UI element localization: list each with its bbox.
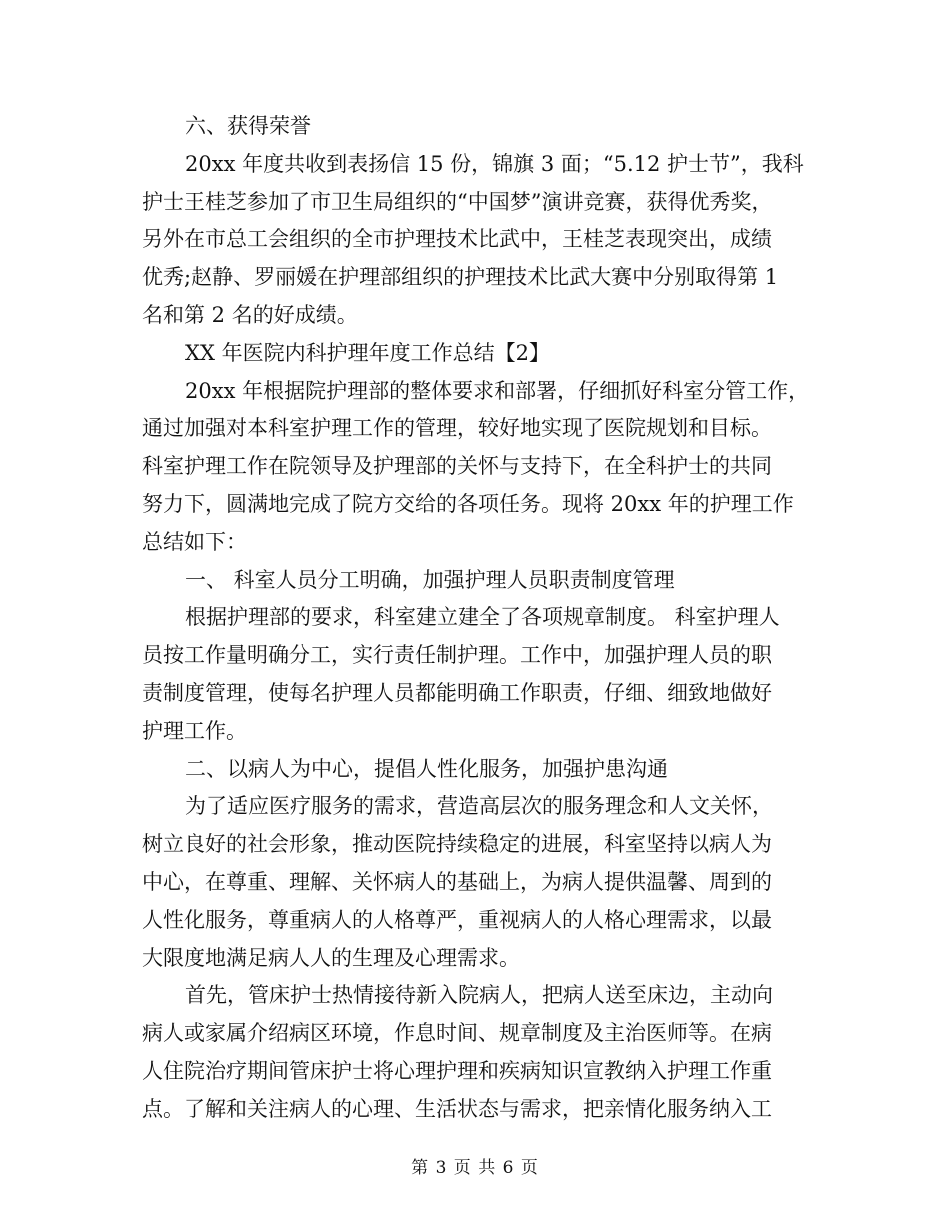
- text-line: 另外在市总工会组织的全市护理技术比武中，王桂芝表现突出，成绩: [142, 227, 772, 252]
- text-line: 中心，在尊重、理解、关怀病人的基础上，为病人提供温馨、周到的: [142, 869, 772, 894]
- text-line: 护士王桂芝参加了市卫生局组织的“中国梦”演讲竞赛，获得优秀奖，: [142, 189, 773, 214]
- text-line: 人性化服务，尊重病人的人格尊严，重视病人的人格心理需求，以最: [142, 907, 772, 932]
- text-line: 大限度地满足病人人的生理及心理需求。: [142, 945, 520, 970]
- text-line: 六、获得荣誉: [185, 114, 311, 138]
- text-line: 总结如下：: [142, 529, 247, 554]
- text-line: 人住院治疗期间管床护士将心理护理和疾病知识宣教纳入护理工作重: [142, 1058, 772, 1083]
- text-line: 员按工作量明确分工，实行责任制护理。工作中，加强护理人员的职: [142, 643, 772, 668]
- text-line: 二、以病人为中心，提倡人性化服务，加强护患沟通: [185, 756, 668, 781]
- text-line: 点。了解和关注病人的心理、生活状态与需求，把亲情化服务纳入工: [142, 1096, 772, 1121]
- text-line: 优秀;赵静、罗丽媛在护理部组织的护理技术比武大赛中分别取得第 1: [142, 265, 779, 290]
- text-line: 根据护理部的要求，科室建立建全了各项规章制度。 科室护理人: [185, 605, 780, 630]
- text-line: 责制度管理，使每名护理人员都能明确工作职责，仔细、细致地做好: [142, 680, 772, 705]
- text-line: 为了适应医疗服务的需求，营造高层次的服务理念和人文关怀，: [185, 794, 773, 819]
- text-line: 病人或家属介绍病区环境，作息时间、规章制度及主治医师等。在病: [142, 1021, 772, 1046]
- text-line: 护理工作。: [142, 718, 247, 743]
- text-line: 首先，管床护士热情接待新入院病人，把病人送至床边，主动向: [185, 983, 773, 1008]
- text-line: 科室护理工作在院领导及护理部的关怀与支持下，在全科护士的共同: [142, 454, 772, 479]
- page-footer: 第 3 页 共 6 页: [411, 1158, 539, 1178]
- text-line: 20xx 年根据院护理部的整体要求和部署，仔细抓好科室分管工作，: [185, 378, 810, 403]
- text-line: XX 年医院内科护理年度工作总结【2】: [185, 340, 550, 365]
- text-line: 一、 科室人员分工明确，加强护理人员职责制度管理: [185, 567, 675, 592]
- text-line: 努力下，圆满地完成了院方交给的各项任务。现将 20xx 年的护理工作: [142, 491, 794, 516]
- text-line: 通过加强对本科室护理工作的管理，较好地实现了医院规划和目标。: [142, 416, 772, 441]
- text-line: 20xx 年度共收到表扬信 15 份，锦旗 3 面；“5.12 护士节”，我科: [185, 151, 804, 176]
- text-line: 树立良好的社会形象，推动医院持续稳定的进展，科室坚持以病人为: [142, 832, 772, 857]
- text-line: 名和第 2 名的好成绩。: [142, 302, 358, 327]
- document-body: [142, 108, 812, 1129]
